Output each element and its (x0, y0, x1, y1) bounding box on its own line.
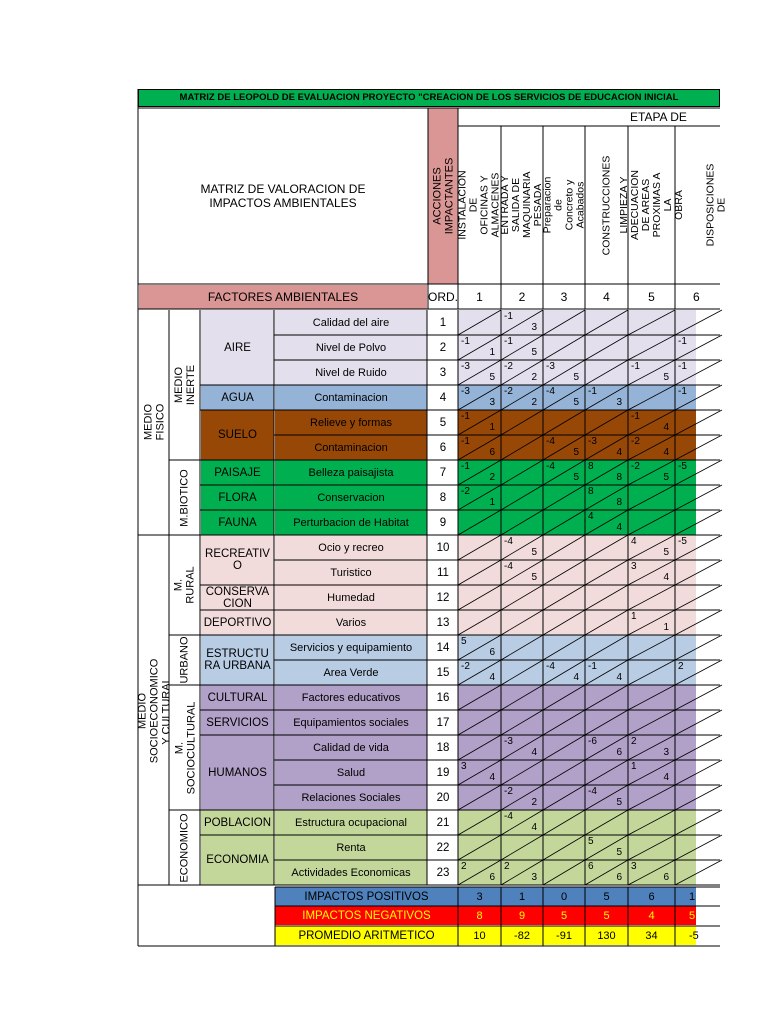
impact-importance: 4 (573, 672, 579, 683)
impact-importance: 5 (663, 472, 669, 483)
category-14: POBLACION (201, 810, 274, 835)
factor-name: Varios (275, 610, 427, 635)
factor-ord: 13 (436, 616, 450, 629)
summary-label-positivos: IMPACTOS POSITIVOS (275, 887, 458, 906)
impact-importance: 2 (531, 797, 537, 808)
category-11: CULTURAL (201, 685, 274, 710)
summary-value-positivos: 5 (585, 887, 628, 906)
category-15: ECONOMIA (201, 835, 274, 885)
impact-magnitude: 4 (631, 536, 637, 547)
acciones-impactantes-header: ACCIONES IMPACTANTES (428, 108, 458, 284)
factor-name: Ocio y recreo (275, 535, 427, 560)
impact-importance: 1 (489, 497, 495, 508)
factor-name: Calidad del aire (275, 310, 427, 335)
impact-importance: 4 (531, 747, 537, 758)
factor-name: Salud (275, 760, 427, 785)
summary-value-positivos: 3 (458, 887, 501, 906)
impact-importance: 4 (616, 522, 622, 533)
factor-name: Perturbacion de Habitat (275, 510, 427, 535)
impact-importance: 5 (531, 572, 537, 583)
factor-ord: 5 (439, 416, 447, 429)
factor-ord: 16 (436, 691, 450, 704)
impact-magnitude: -6 (588, 736, 597, 747)
factor-ord: 19 (436, 766, 450, 779)
factor-ord: 11 (437, 566, 449, 579)
sub-medio-6: ECONOMICO (179, 812, 191, 883)
impact-magnitude: -3 (546, 361, 555, 372)
factor-name: Renta (275, 835, 427, 860)
factor-name: Relieve y formas (275, 410, 427, 435)
impact-magnitude: 2 (461, 861, 467, 872)
impact-importance: 5 (489, 372, 495, 383)
factor-ord: 7 (439, 466, 447, 479)
category-13: HUMANOS (201, 735, 274, 810)
impact-importance: 4 (663, 422, 669, 433)
factores-ambientales-header: FACTORES AMBIENTALES (139, 285, 427, 309)
factor-ord: 12 (436, 591, 450, 604)
matrix-subtitle: MATRIZ DE VALORACION DE IMPACTOS AMBIENTALES (200, 182, 366, 210)
factor-ord: 3 (439, 366, 447, 379)
factor-name: Turistico (275, 560, 427, 585)
impact-magnitude: -4 (546, 661, 555, 672)
action-ord-2: 2 (518, 290, 526, 304)
action-header-4: CONSTRUCCIONES (600, 155, 613, 255)
impact-importance: 6 (489, 872, 495, 883)
action-header-1: INSTALACION DE OFICINAS Y ALMACENES (456, 170, 502, 240)
action-header-6: DISPOSICIONES DE (704, 163, 728, 247)
category-9: DEPORTIVO (201, 610, 274, 635)
category-8: CONSERVACION (201, 585, 274, 610)
summary-label-promedio: PROMEDIO ARITMETICO (275, 926, 458, 945)
category-4: PAISAJE (201, 460, 274, 485)
impact-magnitude: -4 (504, 561, 513, 572)
summary-value-negativos: 4 (628, 906, 675, 925)
factor-ord: 6 (439, 441, 447, 454)
factor-ord: 8 (439, 491, 447, 504)
action-ord-3: 3 (560, 290, 568, 304)
impact-importance: 2 (489, 472, 495, 483)
summary-label-negativos: IMPACTOS NEGATIVOS (275, 906, 458, 925)
impact-magnitude: -1 (631, 361, 640, 372)
factor-name: Relaciones Sociales (275, 785, 427, 810)
factor-name: Calidad de vida (275, 735, 427, 760)
category-2: AGUA (201, 385, 274, 410)
summary-value-promedio: 34 (628, 926, 675, 945)
impact-magnitude: -2 (504, 361, 513, 372)
summary-value-promedio: -5 (675, 926, 696, 945)
impact-magnitude: 1 (631, 611, 637, 622)
impact-importance: 6 (489, 447, 495, 458)
impact-magnitude: -1 (678, 386, 687, 397)
action-header-2: ENTRADA Y SALIDA DE MAQUINARIA PESADA (499, 171, 544, 238)
impact-importance: 2 (531, 372, 537, 383)
impact-magnitude: 3 (461, 761, 467, 772)
factor-name: Contaminacion (275, 435, 427, 460)
factor-ord: 20 (436, 791, 450, 804)
factor-name: Actividades Economicas (275, 860, 427, 885)
sub-medio-2: M.BIOTICO (179, 468, 192, 527)
impact-magnitude: 3 (631, 561, 637, 572)
category-6: FAUNA (201, 510, 274, 535)
summary-value-negativos: 5 (585, 906, 628, 925)
action-ord-4: 4 (603, 290, 610, 304)
summary-value-positivos: 1 (675, 887, 696, 906)
ord-header: ORD. (428, 290, 458, 304)
impact-importance: 4 (489, 672, 495, 683)
summary-value-positivos: 0 (543, 887, 585, 906)
impact-magnitude: 4 (588, 511, 594, 522)
medio-socio-label: MEDIO SOCIOECONOMICO Y CULTURAL (136, 658, 172, 763)
impact-importance: 3 (489, 397, 495, 408)
impact-magnitude: -2 (461, 486, 470, 497)
category-5: FLORA (201, 485, 274, 510)
factor-ord: 14 (436, 641, 450, 654)
sub-medio-1: MEDIO INERTE (173, 364, 198, 406)
action-header-3: Preparacion de Concreto y Acabados (541, 176, 586, 234)
factor-name: Belleza paisajista (275, 460, 427, 485)
action-header-5: LIMPIEZA Y ADECUACION DE AREAS PROXIMAS A LA OBRA (617, 169, 685, 240)
impact-magnitude: -2 (631, 436, 640, 447)
impact-importance: 1 (489, 422, 495, 433)
impact-magnitude: -4 (588, 786, 597, 797)
factor-ord: 4 (439, 391, 447, 404)
category-10: ESTRUCTURA URBANA (201, 635, 274, 685)
impact-magnitude: -1 (504, 311, 513, 322)
impact-magnitude: -4 (546, 436, 555, 447)
summary-value-negativos: 8 (458, 906, 501, 925)
impact-importance: 6 (489, 647, 495, 658)
factor-name: Humedad (275, 585, 427, 610)
factor-name: Servicios y equipamiento (275, 635, 427, 660)
sub-medio-5: M. SOCIOCULTURAL (173, 701, 198, 794)
impact-importance: 6 (663, 872, 669, 883)
impact-importance: 1 (663, 622, 669, 633)
factor-ord: 2 (439, 341, 447, 354)
impact-magnitude: -2 (504, 786, 513, 797)
category-12: SERVICIOS (201, 710, 274, 735)
impact-importance: 5 (616, 847, 622, 858)
impact-importance: 4 (531, 822, 537, 833)
action-ord-6: 6 (693, 290, 700, 304)
factor-ord: 23 (436, 866, 450, 879)
impact-importance: 5 (573, 472, 579, 483)
impact-magnitude: -3 (461, 386, 470, 397)
impact-importance: 6 (616, 872, 622, 883)
impact-importance: 4 (616, 447, 622, 458)
category-7: RECREATIVO (201, 535, 274, 585)
impact-magnitude: -3 (461, 361, 470, 372)
impact-importance: 5 (573, 397, 579, 408)
factor-name: Conservacion (275, 485, 427, 510)
summary-value-promedio: -91 (543, 926, 585, 945)
impact-magnitude: -1 (588, 661, 597, 672)
impact-importance: 5 (531, 547, 537, 558)
impact-magnitude: -4 (546, 461, 555, 472)
impact-magnitude: 1 (631, 761, 637, 772)
factor-ord: 10 (436, 541, 450, 554)
impact-magnitude: 8 (588, 486, 594, 497)
impact-magnitude: 2 (631, 736, 637, 747)
factor-name: Area Verde (275, 660, 427, 685)
factor-name: Equipamientos sociales (275, 710, 427, 735)
impact-magnitude: -3 (588, 436, 597, 447)
impact-magnitude: -1 (461, 461, 470, 472)
impact-magnitude: -2 (631, 461, 640, 472)
impact-importance: 4 (663, 572, 669, 583)
action-ord-1: 1 (476, 290, 483, 304)
impact-importance: 3 (531, 872, 537, 883)
impact-importance: 5 (616, 797, 622, 808)
summary-value-positivos: 6 (628, 887, 675, 906)
impact-magnitude: -4 (546, 386, 555, 397)
impact-importance: 8 (616, 472, 622, 483)
category-3: SUELO (201, 410, 274, 460)
sub-medio-4: URBANO (179, 636, 191, 684)
action-ord-5: 5 (648, 290, 655, 304)
factor-ord: 9 (439, 516, 447, 529)
impact-importance: 5 (573, 372, 579, 383)
summary-value-promedio: 130 (585, 926, 628, 945)
summary-value-negativos: 5 (675, 906, 696, 925)
impact-magnitude: -1 (461, 336, 470, 347)
impact-magnitude: -1 (504, 336, 513, 347)
impact-importance: 8 (616, 497, 622, 508)
category-1: AIRE (201, 310, 274, 385)
impact-importance: 5 (531, 347, 537, 358)
factor-ord: 22 (436, 841, 450, 854)
etapa-label: ETAPA DE (630, 110, 687, 124)
impact-importance: 4 (663, 447, 669, 458)
summary-value-positivos: 1 (501, 887, 543, 906)
impact-magnitude: -1 (461, 436, 470, 447)
impact-magnitude: -4 (504, 811, 513, 822)
sub-medio-3: M. RURAL (173, 566, 197, 604)
factor-name: Factores educativos (275, 685, 427, 710)
impact-magnitude: -3 (504, 736, 513, 747)
impact-importance: 5 (663, 372, 669, 383)
factor-ord: 15 (436, 666, 450, 679)
factor-name: Contaminacion (275, 385, 427, 410)
impact-magnitude: 3 (631, 861, 637, 872)
impact-magnitude: 5 (461, 636, 467, 647)
impact-importance: 5 (663, 547, 669, 558)
impact-importance: 6 (616, 747, 622, 758)
impact-magnitude: -5 (678, 461, 687, 472)
impact-magnitude: -1 (588, 386, 597, 397)
impact-magnitude: -2 (461, 661, 470, 672)
impact-magnitude: -2 (504, 386, 513, 397)
summary-value-promedio: -82 (501, 926, 543, 945)
factor-ord: 18 (436, 741, 450, 754)
impact-importance: 5 (573, 447, 579, 458)
factor-name: Estructura ocupacional (275, 810, 427, 835)
factor-name: Nivel de Ruido (275, 360, 427, 385)
impact-importance: 3 (663, 747, 669, 758)
factor-ord: 17 (436, 716, 450, 729)
impact-magnitude: 5 (588, 836, 594, 847)
factor-name: Nivel de Polvo (275, 335, 427, 360)
matrix-title: MATRIZ DE LEOPOLD DE EVALUACION PROYECTO "CREACION DE LOS SERVICIOS DE EDUCACION INICIAL (138, 89, 720, 107)
impact-magnitude: -1 (678, 336, 687, 347)
impact-magnitude: 2 (504, 861, 510, 872)
impact-importance: 3 (531, 322, 537, 333)
medio-fisico-label: MEDIO FISICO (142, 403, 166, 441)
factor-ord: 21 (436, 816, 450, 829)
summary-value-promedio: 10 (458, 926, 501, 945)
impact-magnitude: -4 (504, 536, 513, 547)
impact-importance: 4 (663, 772, 669, 783)
impact-magnitude: -1 (631, 411, 640, 422)
impact-importance: 1 (489, 347, 495, 358)
factor-ord: 1 (439, 316, 447, 329)
impact-magnitude: 6 (588, 861, 594, 872)
impact-magnitude: 8 (588, 461, 594, 472)
summary-value-negativos: 9 (501, 906, 543, 925)
impact-magnitude: -1 (461, 411, 470, 422)
impact-importance: 4 (489, 772, 495, 783)
impact-magnitude: -1 (678, 361, 687, 372)
impact-importance: 3 (616, 397, 622, 408)
impact-magnitude: 2 (678, 661, 684, 672)
impact-importance: 4 (616, 672, 622, 683)
impact-importance: 2 (531, 397, 537, 408)
impact-magnitude: -5 (678, 536, 687, 547)
summary-value-negativos: 5 (543, 906, 585, 925)
